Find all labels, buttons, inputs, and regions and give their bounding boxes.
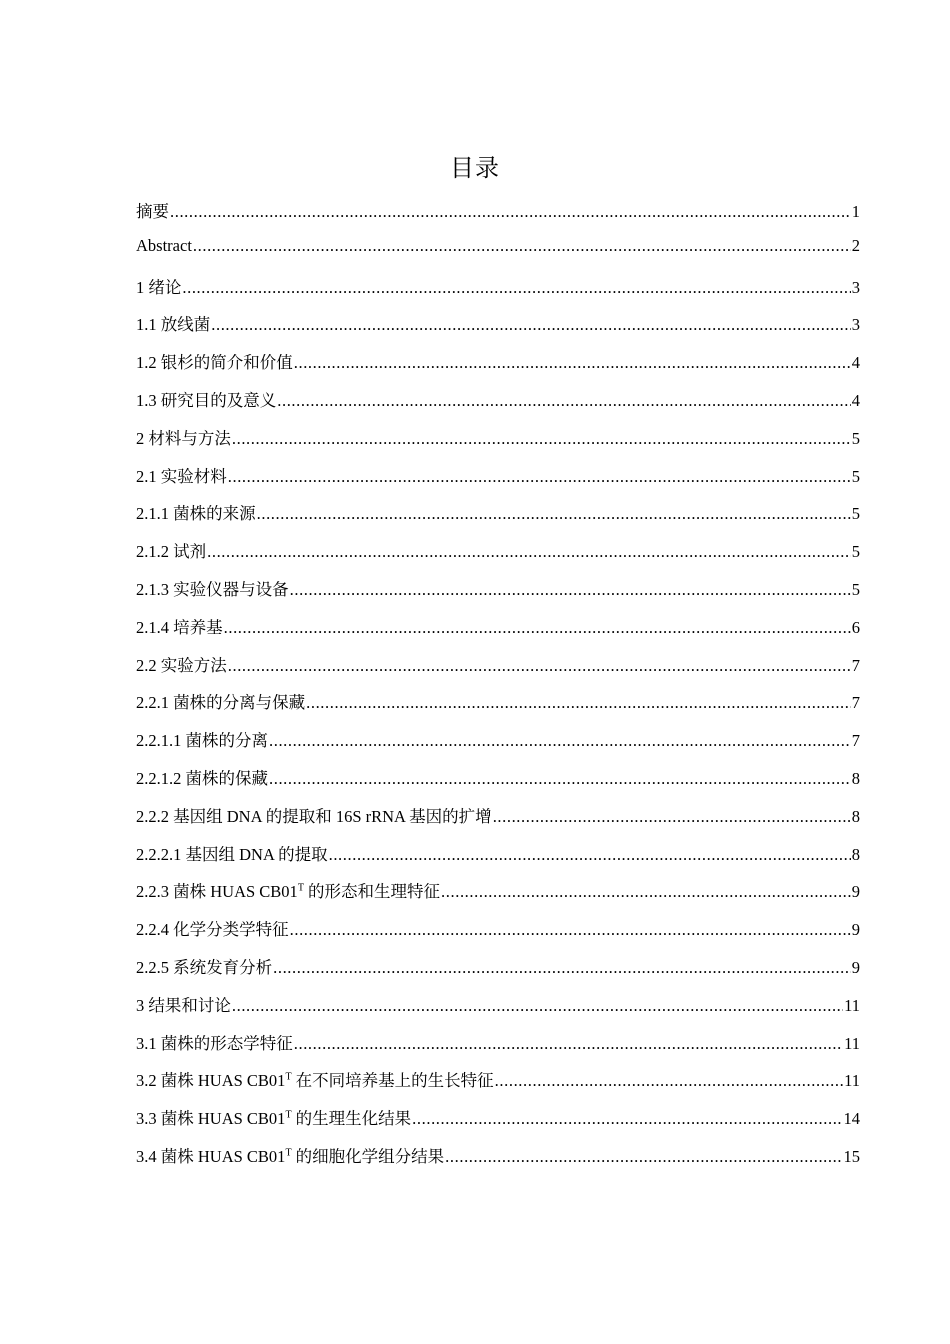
toc-page-number: 2 — [851, 235, 860, 255]
toc-dot-leader — [224, 618, 851, 638]
toc-dot-leader — [228, 467, 851, 487]
toc-dot-leader — [228, 656, 851, 676]
toc-entry[interactable] — [136, 916, 860, 954]
toc-page-number: 8 — [851, 768, 860, 788]
toc-page-number: 7 — [851, 655, 860, 675]
toc-page-number: 7 — [851, 731, 860, 751]
toc-entry[interactable] — [136, 463, 860, 501]
toc-entry[interactable] — [136, 803, 860, 841]
toc-entry-title: 2.2.1.1 菌株的分离 — [136, 731, 268, 751]
toc-entry[interactable] — [136, 689, 860, 727]
toc-page-number: 9 — [851, 882, 860, 902]
toc-page-number: 3 — [851, 277, 860, 297]
toc-entry-title: 2.1 实验材料 — [136, 466, 227, 486]
toc-dot-leader — [329, 845, 851, 865]
toc-entry[interactable] — [136, 1105, 860, 1143]
toc-page-number: 11 — [844, 1033, 860, 1053]
toc-entry-title: 2.1.4 培养基 — [136, 617, 223, 637]
toc-dot-leader — [269, 731, 851, 751]
toc-entry[interactable] — [136, 198, 860, 236]
toc-entry-title: 3.3 菌株 HUAS $CB01^T$ 的生理生化结果 — [136, 1109, 412, 1129]
toc-page-number: 1 — [851, 202, 860, 221]
toc-dot-leader — [412, 1109, 842, 1129]
toc-entry-title: 2.1.1 菌株的来源 — [136, 504, 256, 524]
toc-entry-title: 3.4 菌株 HUAS $CB01^T$ 的细胞化学组分结果 — [136, 1146, 445, 1166]
toc-entry-title: 2.2.5 系统发育分析 — [136, 957, 273, 977]
toc-entry[interactable] — [136, 387, 860, 425]
toc-entry[interactable] — [136, 841, 860, 879]
toc-page-number: 5 — [851, 466, 860, 486]
toc-entry[interactable] — [136, 236, 860, 274]
toc-dot-leader — [445, 1147, 842, 1167]
toc-dot-leader — [306, 693, 851, 713]
toc-entry[interactable] — [136, 1067, 860, 1105]
toc-list — [136, 198, 860, 1181]
toc-dot-leader — [269, 769, 851, 789]
toc-page-number: 5 — [851, 579, 860, 599]
toc-entry-title: Abstract — [136, 235, 192, 255]
toc-dot-leader — [232, 996, 843, 1016]
toc-entry[interactable] — [136, 992, 860, 1030]
toc-entry[interactable] — [136, 1030, 860, 1068]
toc-entry-title: 1.3 研究目的及意义 — [136, 390, 277, 410]
toc-dot-leader — [290, 580, 851, 600]
toc-page-number: 8 — [851, 806, 860, 826]
toc-entry-title: 2.2.2.1 基因组 DNA 的提取 — [136, 844, 328, 864]
toc-entry[interactable] — [136, 500, 860, 538]
toc-entry[interactable] — [136, 274, 860, 312]
toc-entry[interactable] — [136, 1143, 860, 1181]
toc-page-number: 11 — [844, 995, 860, 1015]
toc-dot-leader — [193, 236, 851, 256]
toc-entry[interactable] — [136, 576, 860, 614]
toc-entry[interactable] — [136, 652, 860, 690]
toc-entry[interactable] — [136, 727, 860, 765]
toc-page-number: 14 — [843, 1109, 860, 1129]
toc-page-number: 8 — [851, 844, 860, 864]
toc-entry[interactable] — [136, 878, 860, 916]
toc-page-number: 15 — [843, 1146, 860, 1166]
toc-entry-title: 2.1.2 试剂 — [136, 542, 207, 562]
toc-entry-title: 2.2.2 基因组 DNA 的提取和 16S rRNA 基因的扩增 — [136, 806, 492, 826]
toc-entry[interactable] — [136, 765, 860, 803]
toc-dot-leader — [493, 807, 851, 827]
toc-dot-leader — [211, 315, 851, 335]
toc-entry-title: 1.2 银杉的简介和价值 — [136, 353, 293, 373]
toc-page-number: 5 — [851, 428, 860, 448]
toc-dot-leader — [290, 920, 851, 940]
toc-entry[interactable] — [136, 349, 860, 387]
toc-entry-title: 2.2 实验方法 — [136, 655, 227, 675]
toc-entry[interactable] — [136, 311, 860, 349]
toc-dot-leader — [170, 202, 851, 222]
toc-dot-leader — [232, 429, 851, 449]
toc-entry[interactable] — [136, 614, 860, 652]
toc-page-number: 5 — [851, 542, 860, 562]
toc-entry-title: 2 材料与方法 — [136, 428, 231, 448]
toc-dot-leader — [277, 391, 851, 411]
toc-entry-title: 3 结果和讨论 — [136, 995, 231, 1015]
toc-page-number: 5 — [851, 504, 860, 524]
toc-entry-title: 3.1 菌株的形态学特征 — [136, 1033, 293, 1053]
toc-entry[interactable] — [136, 538, 860, 576]
toc-dot-leader — [294, 353, 851, 373]
toc-entry[interactable] — [136, 425, 860, 463]
toc-entry-title: 2.2.4 化学分类学特征 — [136, 920, 289, 940]
toc-entry-title: 2.2.1 菌株的分离与保藏 — [136, 693, 306, 713]
toc-page-number: 4 — [851, 353, 860, 373]
toc-entry-title: 2.2.3 菌株 HUAS $CB01^T$ 的形态和生理特征 — [136, 882, 441, 902]
toc-page-number: 7 — [851, 693, 860, 713]
toc-dot-leader — [182, 278, 850, 298]
toc-page-number: 9 — [851, 957, 860, 977]
toc-dot-leader — [207, 542, 851, 562]
toc-entry[interactable] — [136, 954, 860, 992]
toc-page-number: 11 — [844, 1071, 860, 1091]
toc-entry-title: 1.1 放线菌 — [136, 315, 211, 335]
toc-page-number: 9 — [851, 920, 860, 940]
toc-entry-title: 3.2 菌株 HUAS $CB01^T$ 在不同培养基上的生长特征 — [136, 1071, 494, 1091]
toc-page-number: 6 — [851, 617, 860, 637]
toc-dot-leader — [495, 1071, 843, 1091]
toc-dot-leader — [441, 882, 851, 902]
toc-dot-leader — [273, 958, 851, 978]
toc-title: 目录 — [450, 154, 500, 182]
toc-entry-title: 2.1.3 实验仪器与设备 — [136, 579, 289, 599]
toc-entry-title: 2.2.1.2 菌株的保藏 — [136, 768, 268, 788]
toc-dot-leader — [294, 1034, 843, 1054]
toc-entry-title: 摘要 — [136, 202, 169, 221]
toc-page-number: 4 — [851, 390, 860, 410]
toc-dot-leader — [257, 504, 851, 524]
toc-entry-title: 1 绪论 — [136, 277, 182, 297]
toc-page-number: 3 — [851, 315, 860, 335]
